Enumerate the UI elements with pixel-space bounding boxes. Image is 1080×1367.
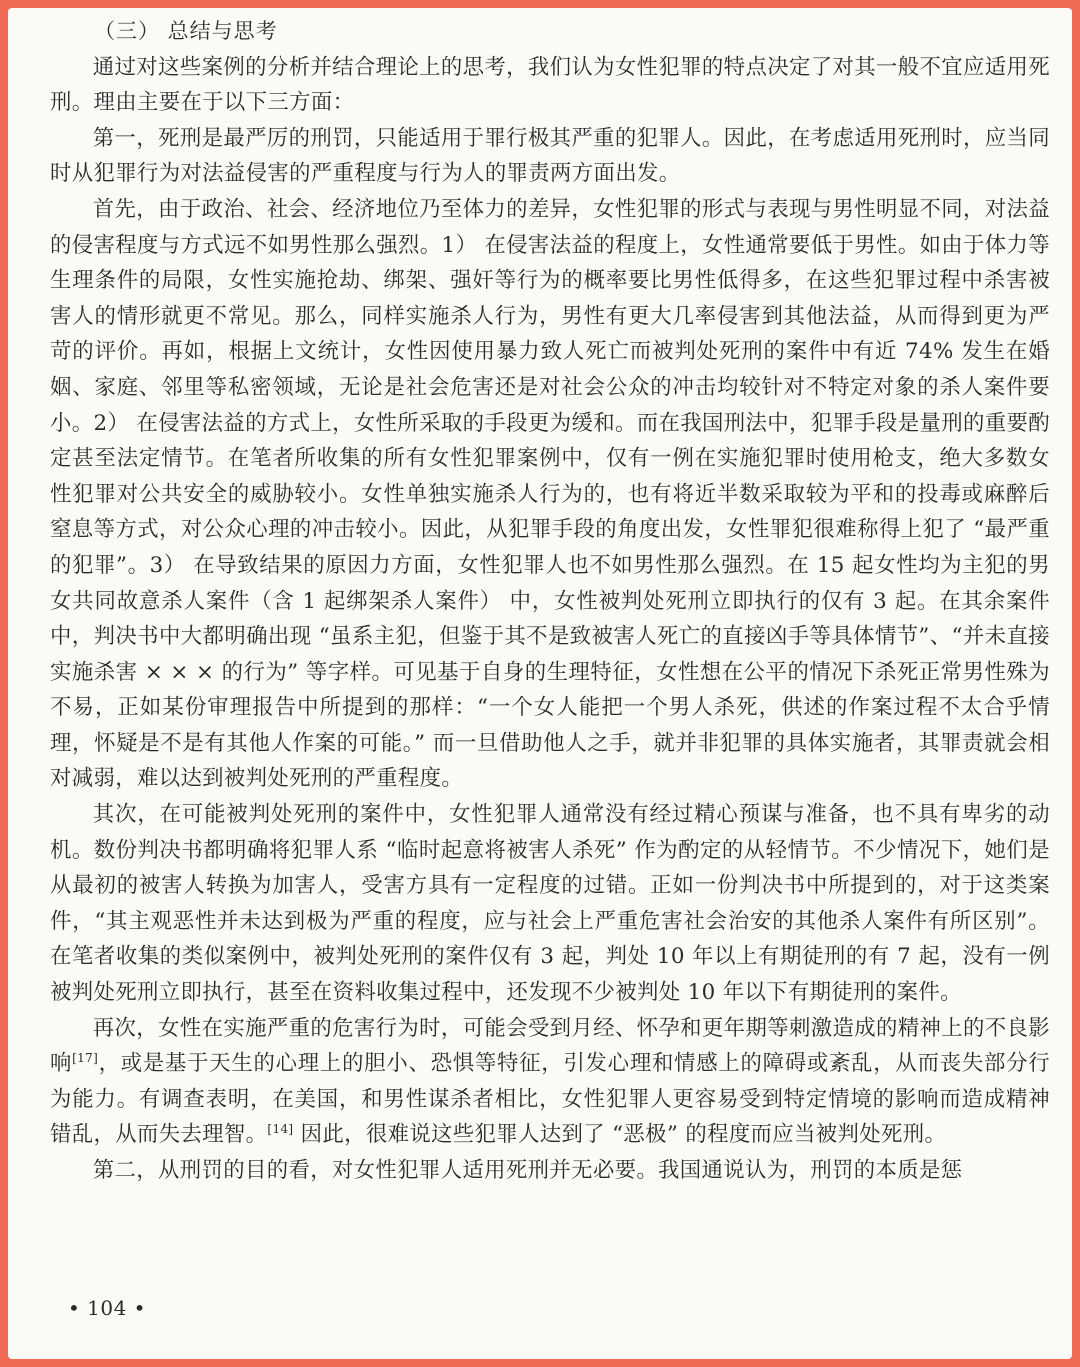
citation-17: [17] <box>72 1051 99 1066</box>
paragraph-thirdly-text-b: ，或是基于天生的心理上的胆小、恐惧等特征，引发心理和情感上的障碍或紊乱，从而丧失部分行为能力。有调查表明，在美国，和男性谋杀者相比，女性犯罪人更容易受到特定情境的影响而造成精神错乱，从而失去理智。 <box>50 1051 1050 1148</box>
page-number: • 104 • <box>68 1296 146 1320</box>
document-page <box>8 8 1072 1359</box>
section-heading: （三） 总结与思考 <box>94 19 278 43</box>
paragraph-thirdly <box>50 1011 1050 1153</box>
page-content <box>50 14 1050 1189</box>
paragraph-second-reason: 第二，从刑罚的目的看，对女性犯罪人适用死刑并无必要。我国通说认为，刑罚的本质是惩 <box>92 1158 963 1183</box>
paragraph-intro: 通过对这些案例的分析并结合理论上的思考，我们认为女性犯罪的特点决定了对其一般不宜应适用死刑。理由主要在于以下三方面： <box>50 54 1050 116</box>
citation-14: [14] <box>267 1122 294 1137</box>
paragraph-thirdly-text-a: 再次，女性在实施严重的危害行为时，可能会受到月经、怀孕和更年期等刺激造成的精神上的不良影响 <box>50 1015 1050 1077</box>
paragraph-firstly: 首先，由于政治、社会、经济地位乃至体力的差异，女性犯罪的形式与表现与男性明显不同，对法益的侵害程度与方式远不如男性那么强烈。1） 在侵害法益的程度上，女性通常要低于男性。如由于体力等生理条件的局限，女性实施抢劫、绑架、强奸等行为的概率要比男性低得多，在这些犯罪过程中杀害被害人的情形就更不常见。那么，同样实施杀人行为，男性有更大几率侵害到其他法益，从而得到更为严苛的评价。再如，根据上文统计，女性因使用暴力致人死亡而被判处死刑的案件中有近 74% 发生在婚姻、家庭、邻里等私密领域，无论是社会危害还是对社会公众的冲击均较针对不特定对象的杀人案件要小。2） 在侵害法益的方式上，女性所采取的手段更为缓和。而在我国刑法中，犯罪手段是量刑的重要酌定甚至法定情节。在笔者所收集的所有女性犯罪案例中，仅有一例在实施犯罪时使用枪支，绝大多数女性犯罪对公共安全的威胁较小。女性单独实施杀人行为的，也有将近半数采取较为平和的投毒或麻醉后窒息等方式，对公众心理的冲击较小。因此，从犯罪手段的角度出发，女性罪犯很难称得上犯了 “最严重的犯罪”。3） 在导致结果的原因力方面，女性犯罪人也不如男性那么强烈。在 15 起女性均为主犯的男女共同故意杀人案件（含 1 起绑架杀人案件） 中，女性被判处死刑立即执行的仅有 3 起。在其余案件中，判决书中大都明确出现 “虽系主犯，但鉴于其不是致被害人死亡的直接凶手等具体情节”、“并未直接实施杀害 × × × 的行为” 等字样。可见基于自身的生理特征，女性想在公平的情况下杀死正常男性殊为不易，正如某份审理报告中所提到的那样：“一个女人能把一个男人杀死，供述的作案过程不太合乎情理，怀疑是不是有其他人作案的可能。” 而一旦借助他人之手，就并非犯罪的具体实施者，其罪责就会相对减弱，难以达到被判处死刑的严重程度。 <box>50 196 1050 792</box>
paragraph-first-reason: 第一，死刑是最严厉的刑罚，只能适用于罪行极其严重的犯罪人。因此，在考虑适用死刑时，应当同时从犯罪行为对法益侵害的严重程度与行为人的罪责两方面出发。 <box>50 125 1050 187</box>
paragraph-thirdly-text-c: 因此，很难说这些犯罪人达到了 “恶极” 的程度而应当被判处死刑。 <box>293 1122 947 1148</box>
paragraph-secondly: 其次，在可能被判处死刑的案件中，女性犯罪人通常没有经过精心预谋与准备，也不具有卑劣的动机。数份判决书都明确将犯罪人系 “临时起意将被害人杀死” 作为酌定的从轻情节。不少情况下，她们是从最初的被害人转换为加害人，受害方具有一定程度的过错。正如一份判决书中所提到的，对于这类案件，“其主观恶性并未达到极为严重的程度，应与社会上严重危害社会治安的其他杀人案件有所区别”。在笔者收集的类似案例中，被判处死刑的案件仅有 3 起，判处 10 年以上有期徒刑的有 7 起，没有一例被判处死刑立即执行，甚至在资料收集过程中，还发现不少被判处 10 年以下有期徒刑的案件。 <box>50 802 1050 1006</box>
